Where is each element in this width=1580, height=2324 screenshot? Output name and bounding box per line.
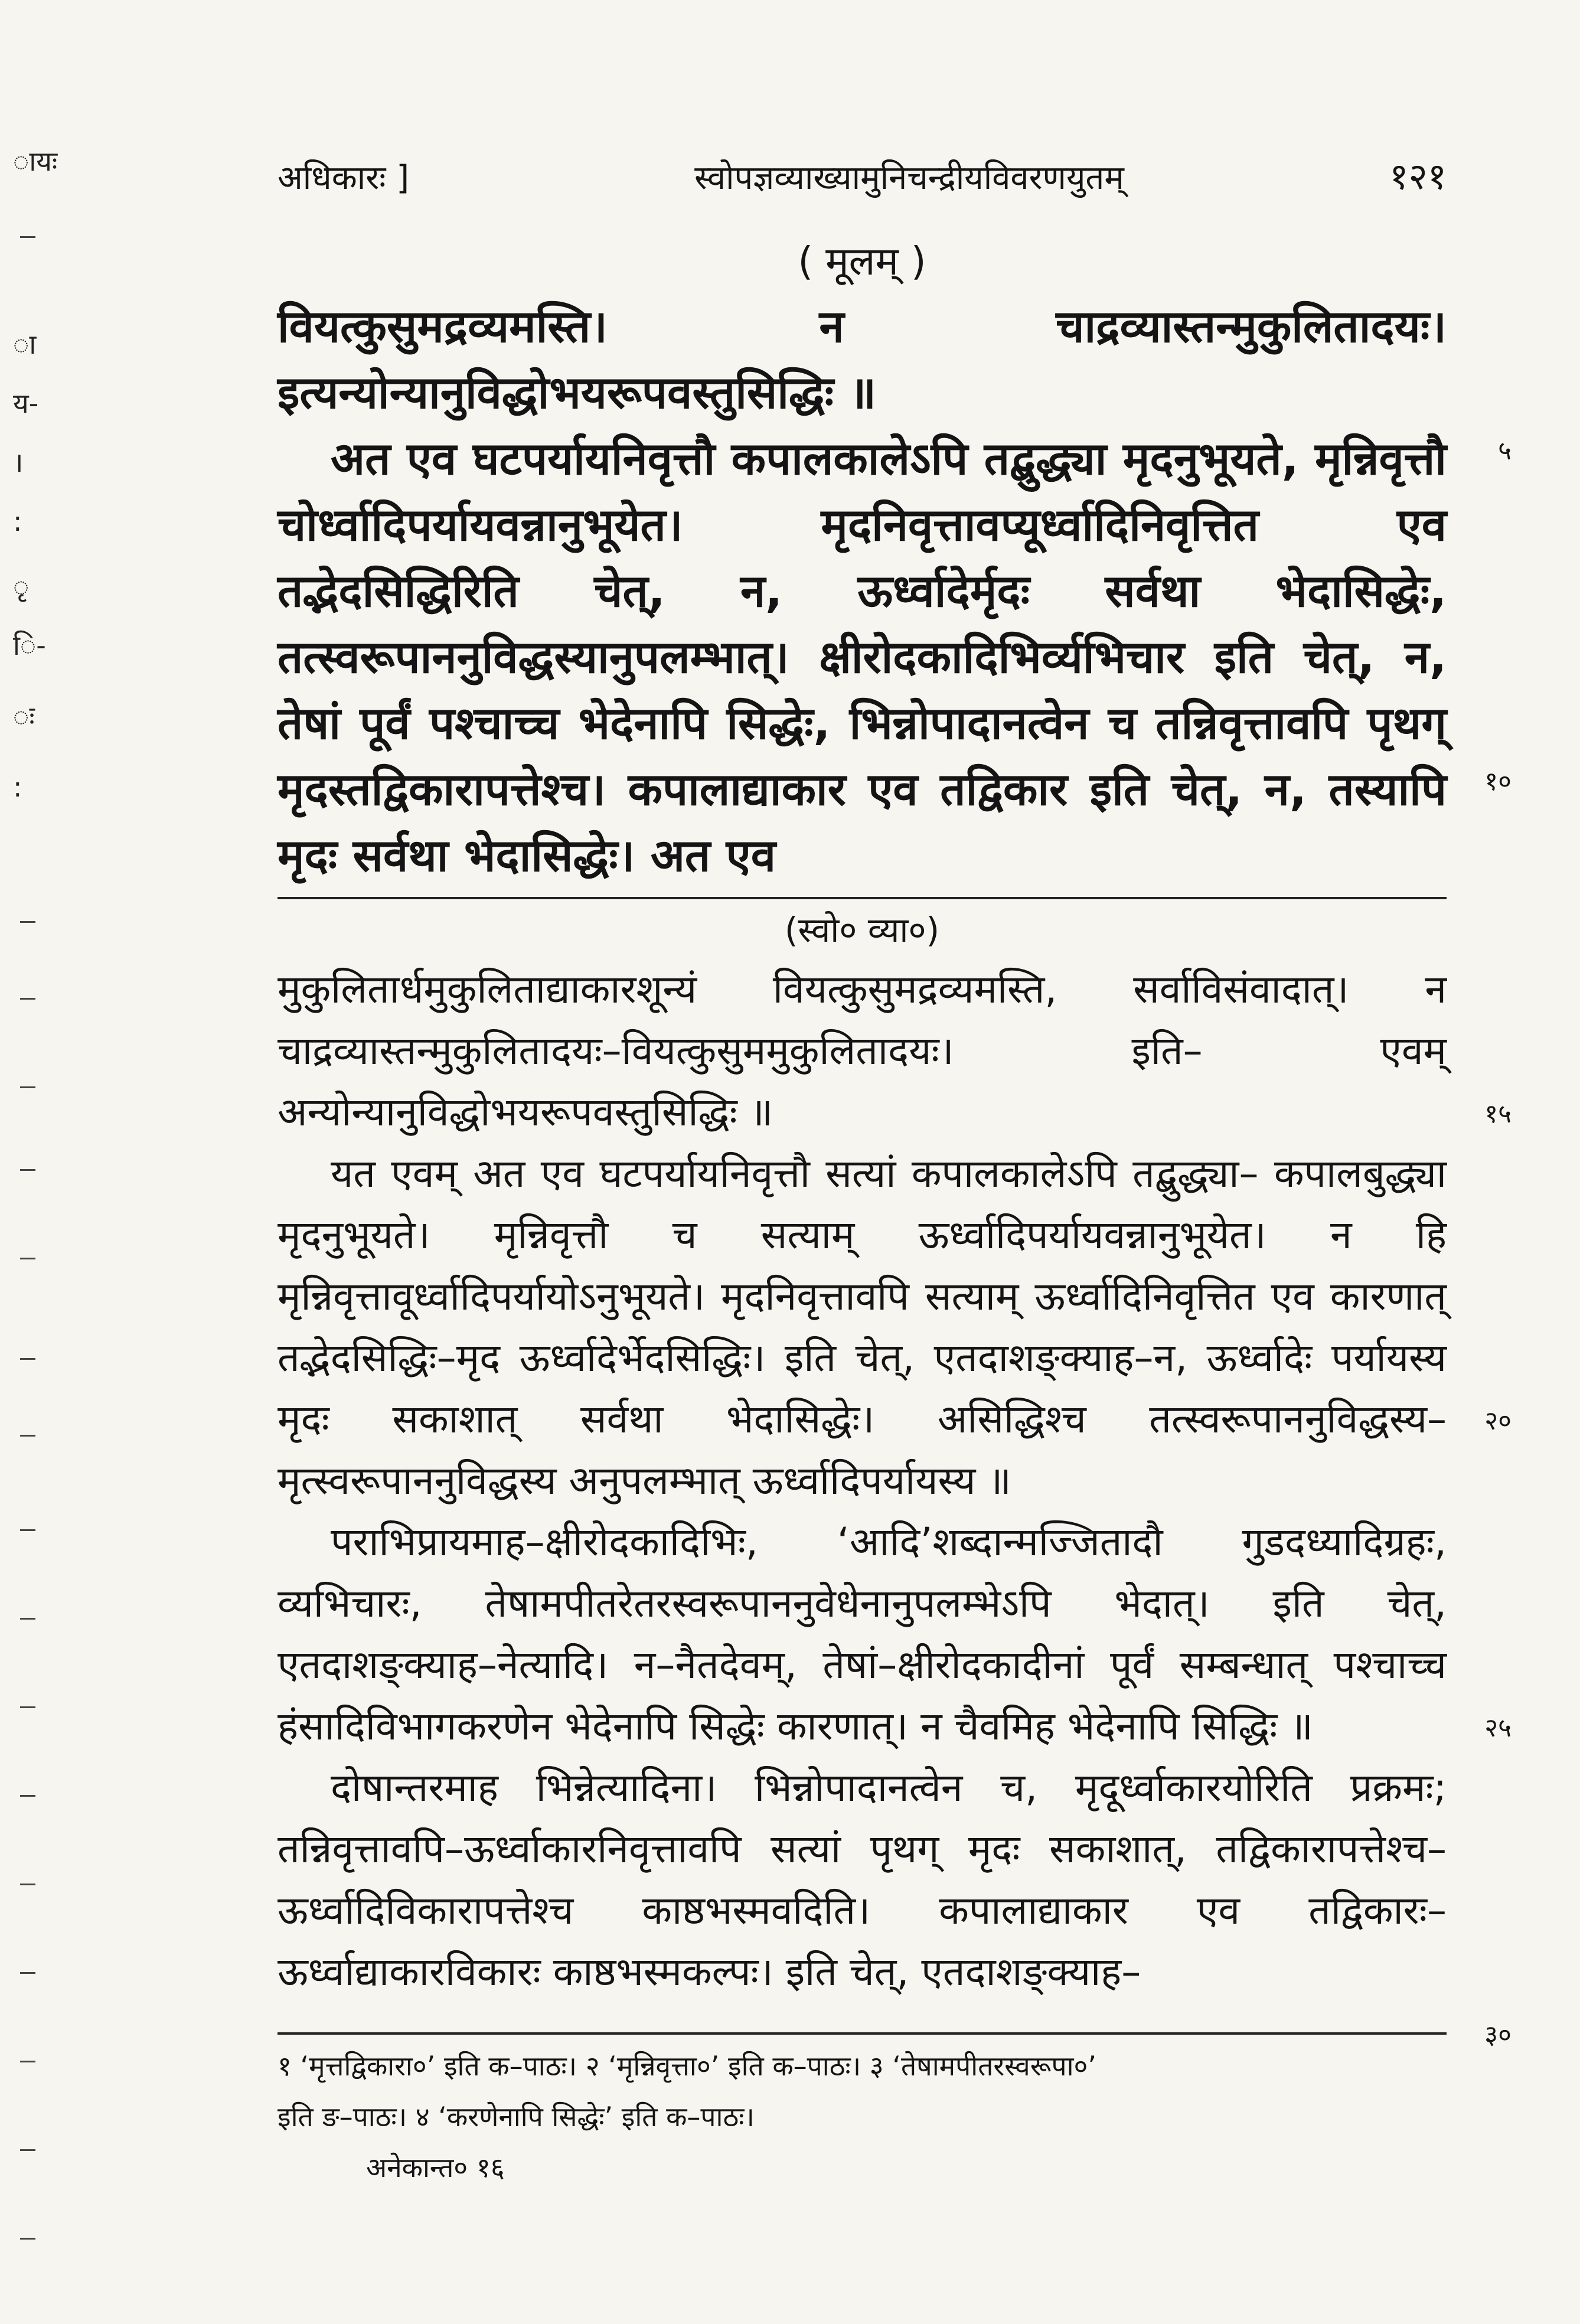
margin-dash xyxy=(20,1618,35,1620)
mulam-body-block xyxy=(278,426,1512,889)
mulam-verse: वियत्कुसुमद्रव्यमस्ति। न चाद्रव्यास्तन्मुकुलितादयः। इत्यन्योन्यानुविद्धोभयरूपवस्तुसिद्धिः ॥ xyxy=(278,300,1447,419)
header-title: स्वोपज्ञव्याख्यामुनिचन्द्रीयविवरणयुतम् xyxy=(694,159,1124,197)
book-page xyxy=(278,151,1512,2193)
left-margin-bleed xyxy=(0,0,89,2324)
running-header xyxy=(278,151,1447,221)
line-number: ५ xyxy=(1498,436,1512,466)
margin-dash xyxy=(20,236,35,238)
margin-mark: ा xyxy=(13,328,37,360)
margin-dash xyxy=(20,2149,35,2151)
line-number: १० xyxy=(1484,766,1512,797)
margin-mark: ः xyxy=(13,700,35,732)
mulam-body: अत एव घटपर्यायनिवृत्तौ कपालकालेऽपि तद्बुद्ध्या मृदनुभूयते, मृन्निवृत्तौ चोर्ध्वादिपर्यायवन्नानुभूयेत। मृदनिवृत्तावप्यूर्ध्वादिनिवृत्तित एव तद्भेदसिद्धिरिति चेत्, न, ऊर्ध्वादेर्मृदः सर्वथा भेदासिद्धेः, तत्स्वरूपाननुविद्धस्यानुपलम्भात्। क्षीरोदकादिभिर्व्यभिचार इति चेत्, न, तेषां पूर्वं पश्चाच्च भेदेनापि सिद्धेः, भिन्नोपादानत्वेन च तन्निवृत्तावपि पृथग् मृदस्तद्विकारापत्तेश्च। कपालाद्याकार एव तद्विकार इति चेत्, न, तस्यापि मृदः सर्वथा भेदासिद्धेः। अत एव xyxy=(278,432,1447,882)
page-number: १२१ xyxy=(1389,155,1447,198)
commentary-heading: (स्वो० व्या०) xyxy=(784,910,940,950)
commentary-block xyxy=(278,959,1512,2050)
margin-mark: य- xyxy=(13,387,39,419)
line-number: २० xyxy=(1484,1406,1512,1436)
margin-dash xyxy=(20,1795,35,1797)
margin-dash xyxy=(20,1972,35,1974)
commentary-para-2: यत एवम् अत एव घटपर्यायनिवृत्तौ सत्यां कपालकालेऽपि तद्बुद्ध्या– कपालबुद्ध्या मृदनुभूयते। मृन्निवृत्तौ च सत्याम् ऊर्ध्वादिपर्यायवन्नानुभूयेत। न हि मृन्निवृत्तावूर्ध्वादिपर्यायोऽनुभूयते। मृदनिवृत्तावपि सत्याम् ऊर्ध्वादिनिवृत्तित एव कारणात् तद्भेदसिद्धिः–मृद ऊर्ध्वादेर्भेदसिद्धिः। इति चेत्, एतदाशङ्क्याह–न, ऊर्ध्वादेः पर्यायस्य मृदः सकाशात् सर्वथा भेदासिद्धेः। असिद्धिश्च तत्स्वरूपाननुविद्धस्य–मृत्स्वरूपाननुविद्धस्य अनुपलम्भात् ऊर्ध्वादिपर्यायस्य ॥ xyxy=(278,1151,1447,1503)
footnotes xyxy=(278,2041,1447,2193)
line-number: २५ xyxy=(1484,1713,1512,1743)
margin-mark: । xyxy=(13,446,24,478)
margin-dash xyxy=(20,1706,35,1708)
mulam-heading: ( मूलम् ) xyxy=(798,239,926,284)
margin-dash xyxy=(20,1884,35,1885)
line-number: ३० xyxy=(1484,2020,1512,2050)
footnote-divider xyxy=(278,2032,1447,2035)
section-divider xyxy=(278,897,1447,899)
margin-dash xyxy=(20,921,35,923)
margin-dash xyxy=(20,2238,35,2240)
margin-mark: ृ xyxy=(13,570,30,602)
commentary-para-1: मुकुलितार्धमुकुलिताद्याकारशून्यं वियत्कुसुमद्रव्यमस्ति, सर्वाविसंवादात्। न चाद्रव्यास्तन्मुकुलितादयः–वियत्कुसुममुकुलितादयः। इति– एवम् अन्योन्यानुविद्धोभयरूपवस्तुसिद्धिः ॥ xyxy=(278,967,1447,1135)
margin-dash xyxy=(20,998,35,1000)
margin-dash xyxy=(20,1169,35,1171)
margin-dash xyxy=(20,1358,35,1360)
line-number: १५ xyxy=(1484,1099,1512,1129)
margin-mark: ि- xyxy=(13,629,46,661)
signature-mark: अनेकान्त० १६ xyxy=(366,2152,505,2183)
margin-dash xyxy=(20,1435,35,1437)
margin-dash xyxy=(20,1086,35,1088)
margin-mark: ायः xyxy=(13,145,58,177)
margin-mark: : xyxy=(13,505,22,537)
footnote-line: इति ङ–पाठः। ४ ‘करणेनापि सिद्धेः’ इति क–पाठः। xyxy=(278,2101,755,2133)
commentary-para-3: पराभिप्रायमाह–क्षीरोदकादिभिः, ‘आदि’शब्दान्मज्जितादौ गुडदध्यादिग्रहः, व्यभिचारः, तेषामपीतरेतरस्वरूपाननुवेधेनानुपलम्भेऽपि भेदात्। इति चेत्, एतदाशङ्क्याह–नेत्यादि। न–नैतदेवम्, तेषां–क्षीरोदकादीनां पूर्वं सम्बन्धात् पश्चाच्च हंसादिविभागकरणेन भेदेनापि सिद्धेः कारणात्। न चैवमिह भेदेनापि सिद्धिः ॥ xyxy=(278,1519,1447,1749)
margin-dash xyxy=(20,1529,35,1531)
margin-mark: : xyxy=(13,771,22,803)
footnote-line: १ ‘मृत्तद्विकारा०’ इति क–पाठः। २ ‘मृन्निवृत्ता०’ इति क–पाठः। ३ ‘तेषामपीतरस्वरूपा०’ xyxy=(278,2050,1097,2082)
margin-dash xyxy=(20,1258,35,1259)
commentary-para-4: दोषान्तरमाह भिन्नेत्यादिना। भिन्नोपादानत्वेन च, मृदूर्ध्वाकारयोरिति प्रक्रमः; तन्निवृत्तावपि–ऊर्ध्वाकारनिवृत्तावपि सत्यां पृथग् मृदः सकाशात्, तद्विकारापत्तेश्च–ऊर्ध्वादिविकारापत्तेश्च काष्ठभस्मवदिति। कपालाद्याकार एव तद्विकारः–ऊर्ध्वाद्याकारविकारः काष्ठभस्मकल्पः। इति चेत्, एतदाशङ्क्याह– xyxy=(278,1765,1447,1995)
header-chapter: अधिकारः ] xyxy=(278,159,410,197)
margin-dash xyxy=(20,2061,35,2062)
